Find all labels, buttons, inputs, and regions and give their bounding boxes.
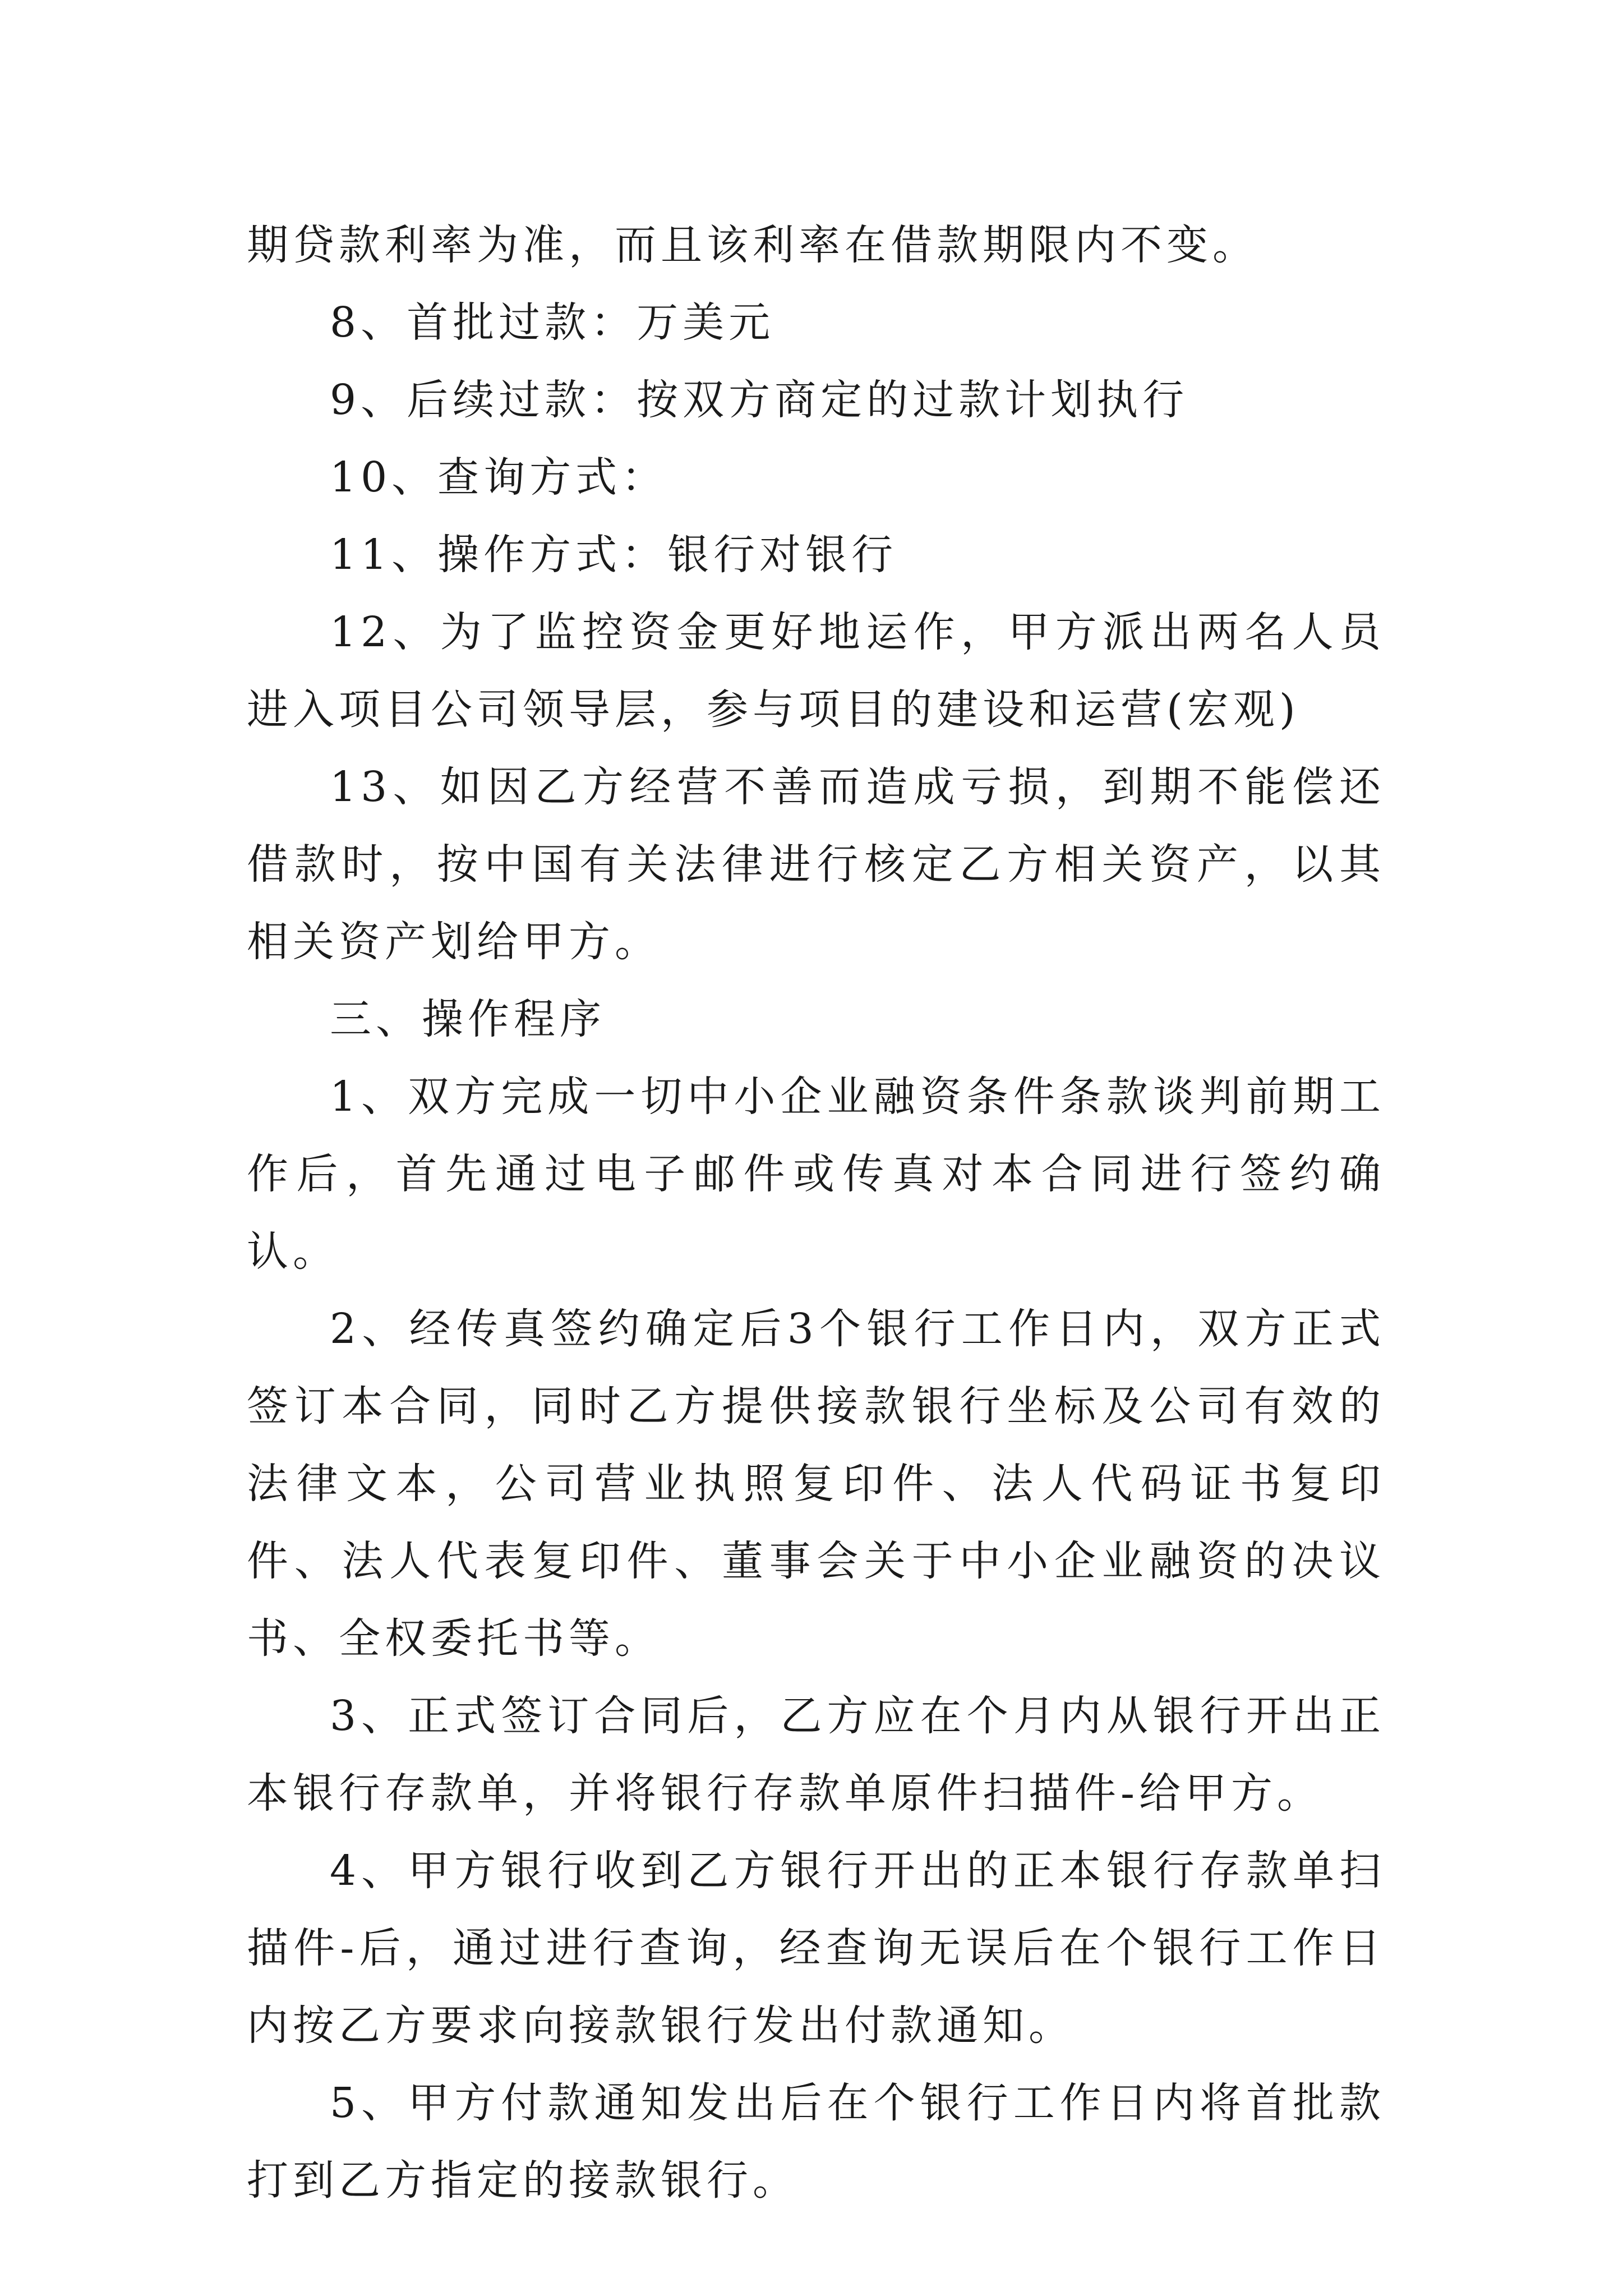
procedure-step-5: 5、甲方付款通知发出后在个银行工作日内将首批款打到乙方指定的接款银行。 [247,2079,1385,2205]
procedure-step-3: 3、正式签订合同后，乙方应在个月内从银行开出正本银行存款单，并将银行存款单原件扫描件-给甲方。 [247,1692,1385,1818]
clause-9: 9、后续过款：按双方商定的过款计划执行 [330,376,1189,424]
clause-11: 11、操作方式：银行对银行 [330,531,898,579]
procedure-step-1: 1、双方完成一切中小企业融资条件条款谈判前期工作后，首先通过电子邮件或传真对本合同进行签约确认。 [247,1073,1385,1276]
clause-8: 8、首批过款：万美元 [330,298,775,347]
paragraph-continuation: 期贷款利率为准，而且该利率在借款期限内不变。 [247,221,1258,269]
section-heading: 三、操作程序 [330,995,606,1043]
procedure-step-4: 4、甲方银行收到乙方银行开出的正本银行存款单扫描件-后，通过进行查询，经查询无误后在个银行工作日内按乙方要求向接款银行发出付款通知。 [247,1847,1385,2050]
clause-10: 10、查询方式： [330,453,668,501]
procedure-step-2: 2、经传真签约确定后3个银行工作日内，双方正式签订本合同，同时乙方提供接款银行坐标及公司有效的法律文本，公司营业执照复印件、法人代码证书复印件、法人代表复印件、董事会关于中小企业融资的决议书、全权委托书等。 [247,1305,1385,1663]
clause-12: 12、为了监控资金更好地运作，甲方派出两名人员进入项目公司领导层，参与项目的建设和运营(宏观) [247,608,1385,734]
clause-13: 13、如因乙方经营不善而造成亏损，到期不能偿还借款时，按中国有关法律进行核定乙方相关资产，以其相关资产划给甲方。 [247,763,1385,966]
document-body [247,206,1385,2219]
